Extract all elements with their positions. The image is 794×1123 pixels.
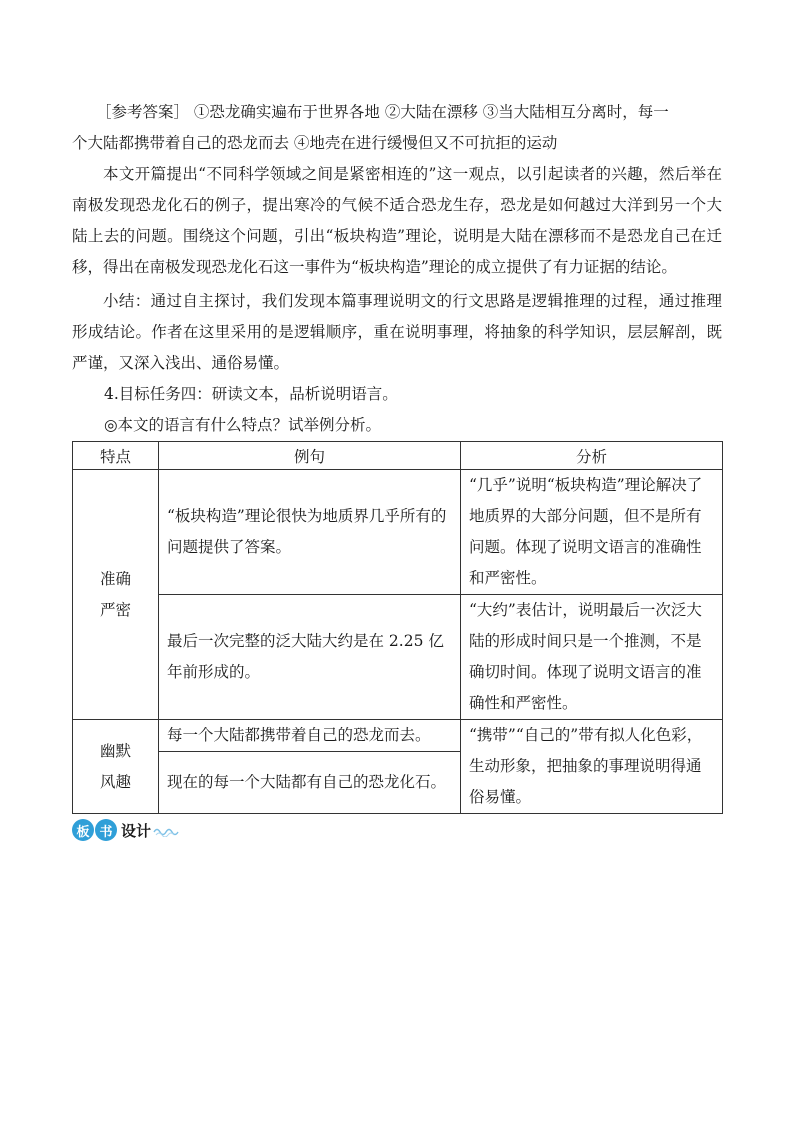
- board-badge: 板: [72, 819, 94, 841]
- example-cell: 最后一次完整的泛大陆大约是在 2.25 亿年前形成的。: [159, 595, 461, 720]
- example-cell: 现在的每一个大陆都有自己的恐龙化石。: [159, 752, 461, 814]
- summary-paragraph: 小结：通过自主探讨，我们发现本篇事理说明文的行文思路是逻辑推理的过程，通过推理形成结论。作者在这里采用的是逻辑顺序，重在说明事理，将抽象的科学知识，层层解剖，既严谨，又深入浅出、通俗易懂。: [72, 292, 722, 372]
- header-analysis: 分析: [461, 442, 723, 470]
- board-badge: 书: [95, 819, 117, 841]
- feature-cell-humor: [73, 720, 159, 814]
- table-row: [73, 595, 723, 720]
- feature-label: 幽默: [99, 741, 131, 760]
- feature-label: 准确: [99, 569, 131, 588]
- language-features-table: [72, 441, 723, 814]
- example-cell: 每一个大陆都携带着自己的恐龙而去。: [159, 720, 461, 752]
- header-feature: 特点: [73, 442, 159, 470]
- reference-answer-line-2: 个大陆都携带着自己的恐龙而去 ④地壳在进行缓慢但又不可抗拒的运动: [72, 134, 558, 152]
- board-design-heading: [72, 817, 179, 843]
- feature-cell-accurate: [73, 470, 159, 720]
- header-example: 例句: [159, 442, 461, 470]
- reference-answer-line-1: ［参考答案］ ①恐龙确实遍布于世界各地 ②大陆在漂移 ③当大陆相互分离时，每一: [96, 103, 669, 121]
- board-heading-text: 设计: [121, 821, 152, 840]
- feature-label: 风趣: [99, 772, 131, 791]
- wave-decoration-icon: [153, 823, 179, 837]
- table-row: [73, 470, 723, 595]
- table-header-row: [73, 442, 723, 470]
- task-heading: 4.目标任务四：研读文本，品析说明语言。: [104, 385, 398, 403]
- analysis-cell: “大约”表估计，说明最后一次泛大陆的形成时间只是一个推测，不是确切时间。体现了说明文语言的准确性和严密性。: [461, 595, 723, 720]
- analysis-cell: “几乎”说明“板块构造”理论解决了地质界的大部分问题，但不是所有问题。体现了说明文语言的准确性和严密性。: [461, 470, 723, 595]
- example-cell: “板块构造”理论很快为地质界几乎所有的问题提供了答案。: [159, 470, 461, 595]
- question-line: ◎本文的语言有什么特点？试举例分析。: [104, 416, 382, 434]
- analysis-paragraph: 本文开篇提出“不同科学领域之间是紧密相连的”这一观点，以引起读者的兴趣，然后举在南极发现恐龙化石的例子，提出寒冷的气候不适合恐龙生存，恐龙是如何越过大洋到另一个大陆上去的问题。围绕这个问题，引出“板块构造”理论，说明是大陆在漂移而不是恐龙自己在迁移，得出在南极发现恐龙化石这一事件为“板块构造”理论的成立提供了有力证据的结论。: [72, 165, 722, 276]
- table-row: [73, 720, 723, 752]
- analysis-cell: “携带”“自己的”带有拟人化色彩，生动形象，把抽象的事理说明得通俗易懂。: [461, 720, 723, 814]
- feature-label: 严密: [99, 600, 131, 619]
